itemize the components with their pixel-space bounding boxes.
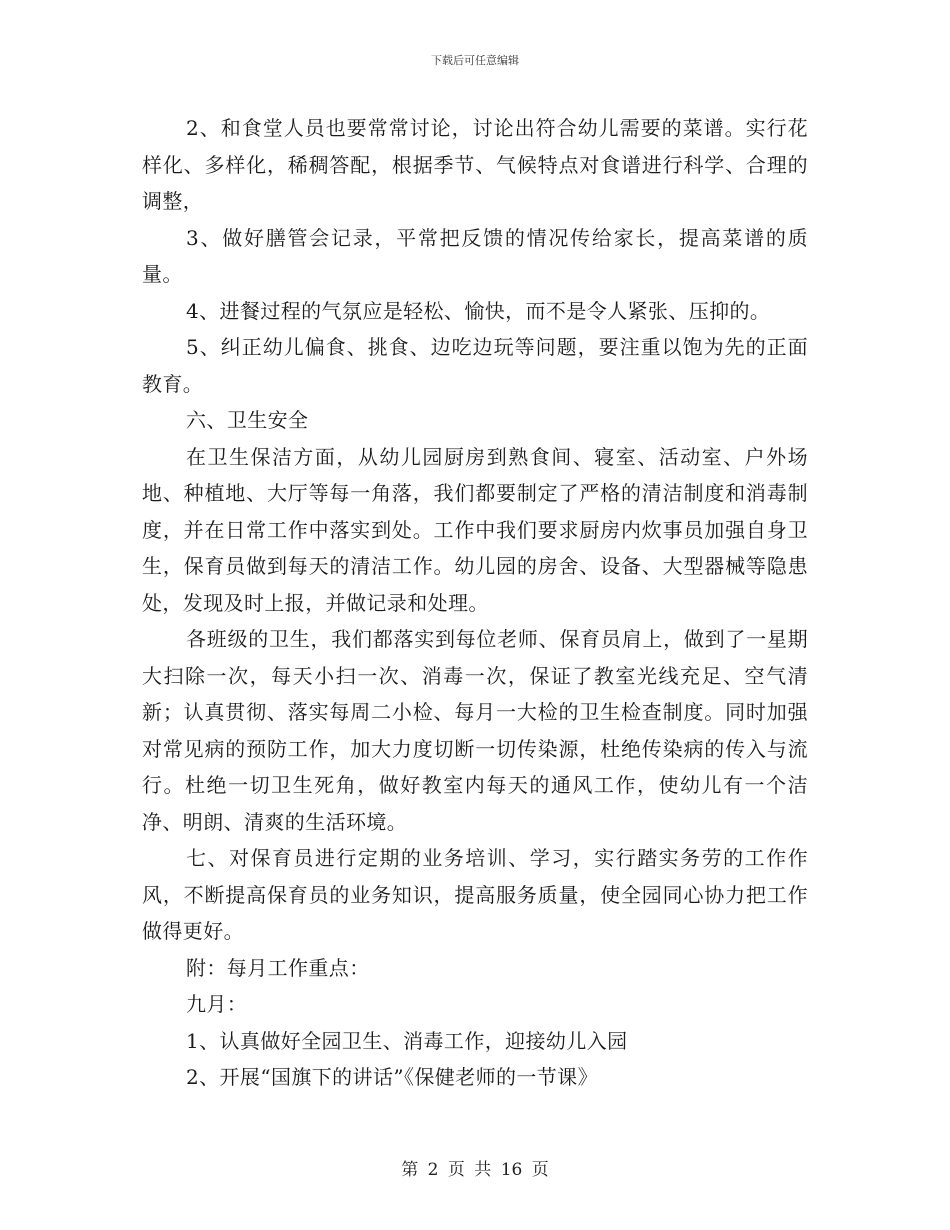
page-number-footer: 第 2 页 共 16 页	[401, 1160, 549, 1180]
paragraph-menu-discussion: 2、和食堂人员也要常常讨论，讨论出符合幼儿需要的菜谱。实行花样化、多样化，稀稠答配，根据季节、气候特点对食谱进行科学、合理的调整，	[142, 116, 808, 213]
list-item-september-1: 1、认真做好全园卫生、消毒工作，迎接幼儿入园	[186, 1028, 628, 1053]
paragraph-class-hygiene: 各班级的卫生，我们都落实到每位老师、保育员肩上，做到了一星期大扫除一次，每天小扫一次、消毒一次，保证了教室光线充足、空气清新；认真贯彻、落实每周二小检、每月一大检的卫生检查制度。同时加强对常见病的预防工作，加大力度切断一切传染源，杜绝传染病的传入与流行。杜绝一切卫生死角，做好教室内每天的通风工作，使幼儿有一个洁净、明朗、清爽的生活环境。	[142, 627, 808, 834]
list-item-september-2: 2、开展“国旗下的讲话”《保健老师的一节课》	[186, 1065, 598, 1089]
paragraph-cleaning: 在卫生保洁方面，从幼儿园厨房到熟食间、寝室、活动室、户外场地、种植地、大厅等每一角落，我们都要制定了严格的清洁制度和消毒制度，并在日常工作中落实到处。工作中我们要求厨房内炊事员加强自身卫生，保育员做到每天的清洁工作。幼儿园的房舍、设备、大型器械等隐患处，发现及时上报，并做记录和处理。	[142, 444, 808, 615]
heading-monthly-focus: 附：每月工作重点：	[186, 955, 370, 980]
paragraph-picky-eating: 5、纠正幼儿偏食、挑食、边吃边玩等问题，要注重以饱为先的正面教育。	[142, 335, 808, 396]
document-body	[142, 110, 808, 1096]
page-header: 下载后可任意编辑	[431, 54, 519, 67]
section-heading-hygiene-safety: 六、卫生安全	[186, 408, 309, 432]
paragraph-meal-records: 3、做好膳管会记录，平常把反馈的情况传给家长，提高菜谱的质量。	[142, 225, 808, 286]
paragraph-staff-training: 七、对保育员进行定期的业务培训、学习，实行踏实务劳的工作作风，不断提高保育员的业务知识，提高服务质量，使全园同心协力把工作做得更好。	[142, 846, 808, 943]
heading-september: 九月：	[186, 992, 248, 1016]
paragraph-dining-atmosphere: 4、进餐过程的气氛应是轻松、愉快，而不是令人紧张、压抑的。	[186, 298, 771, 323]
